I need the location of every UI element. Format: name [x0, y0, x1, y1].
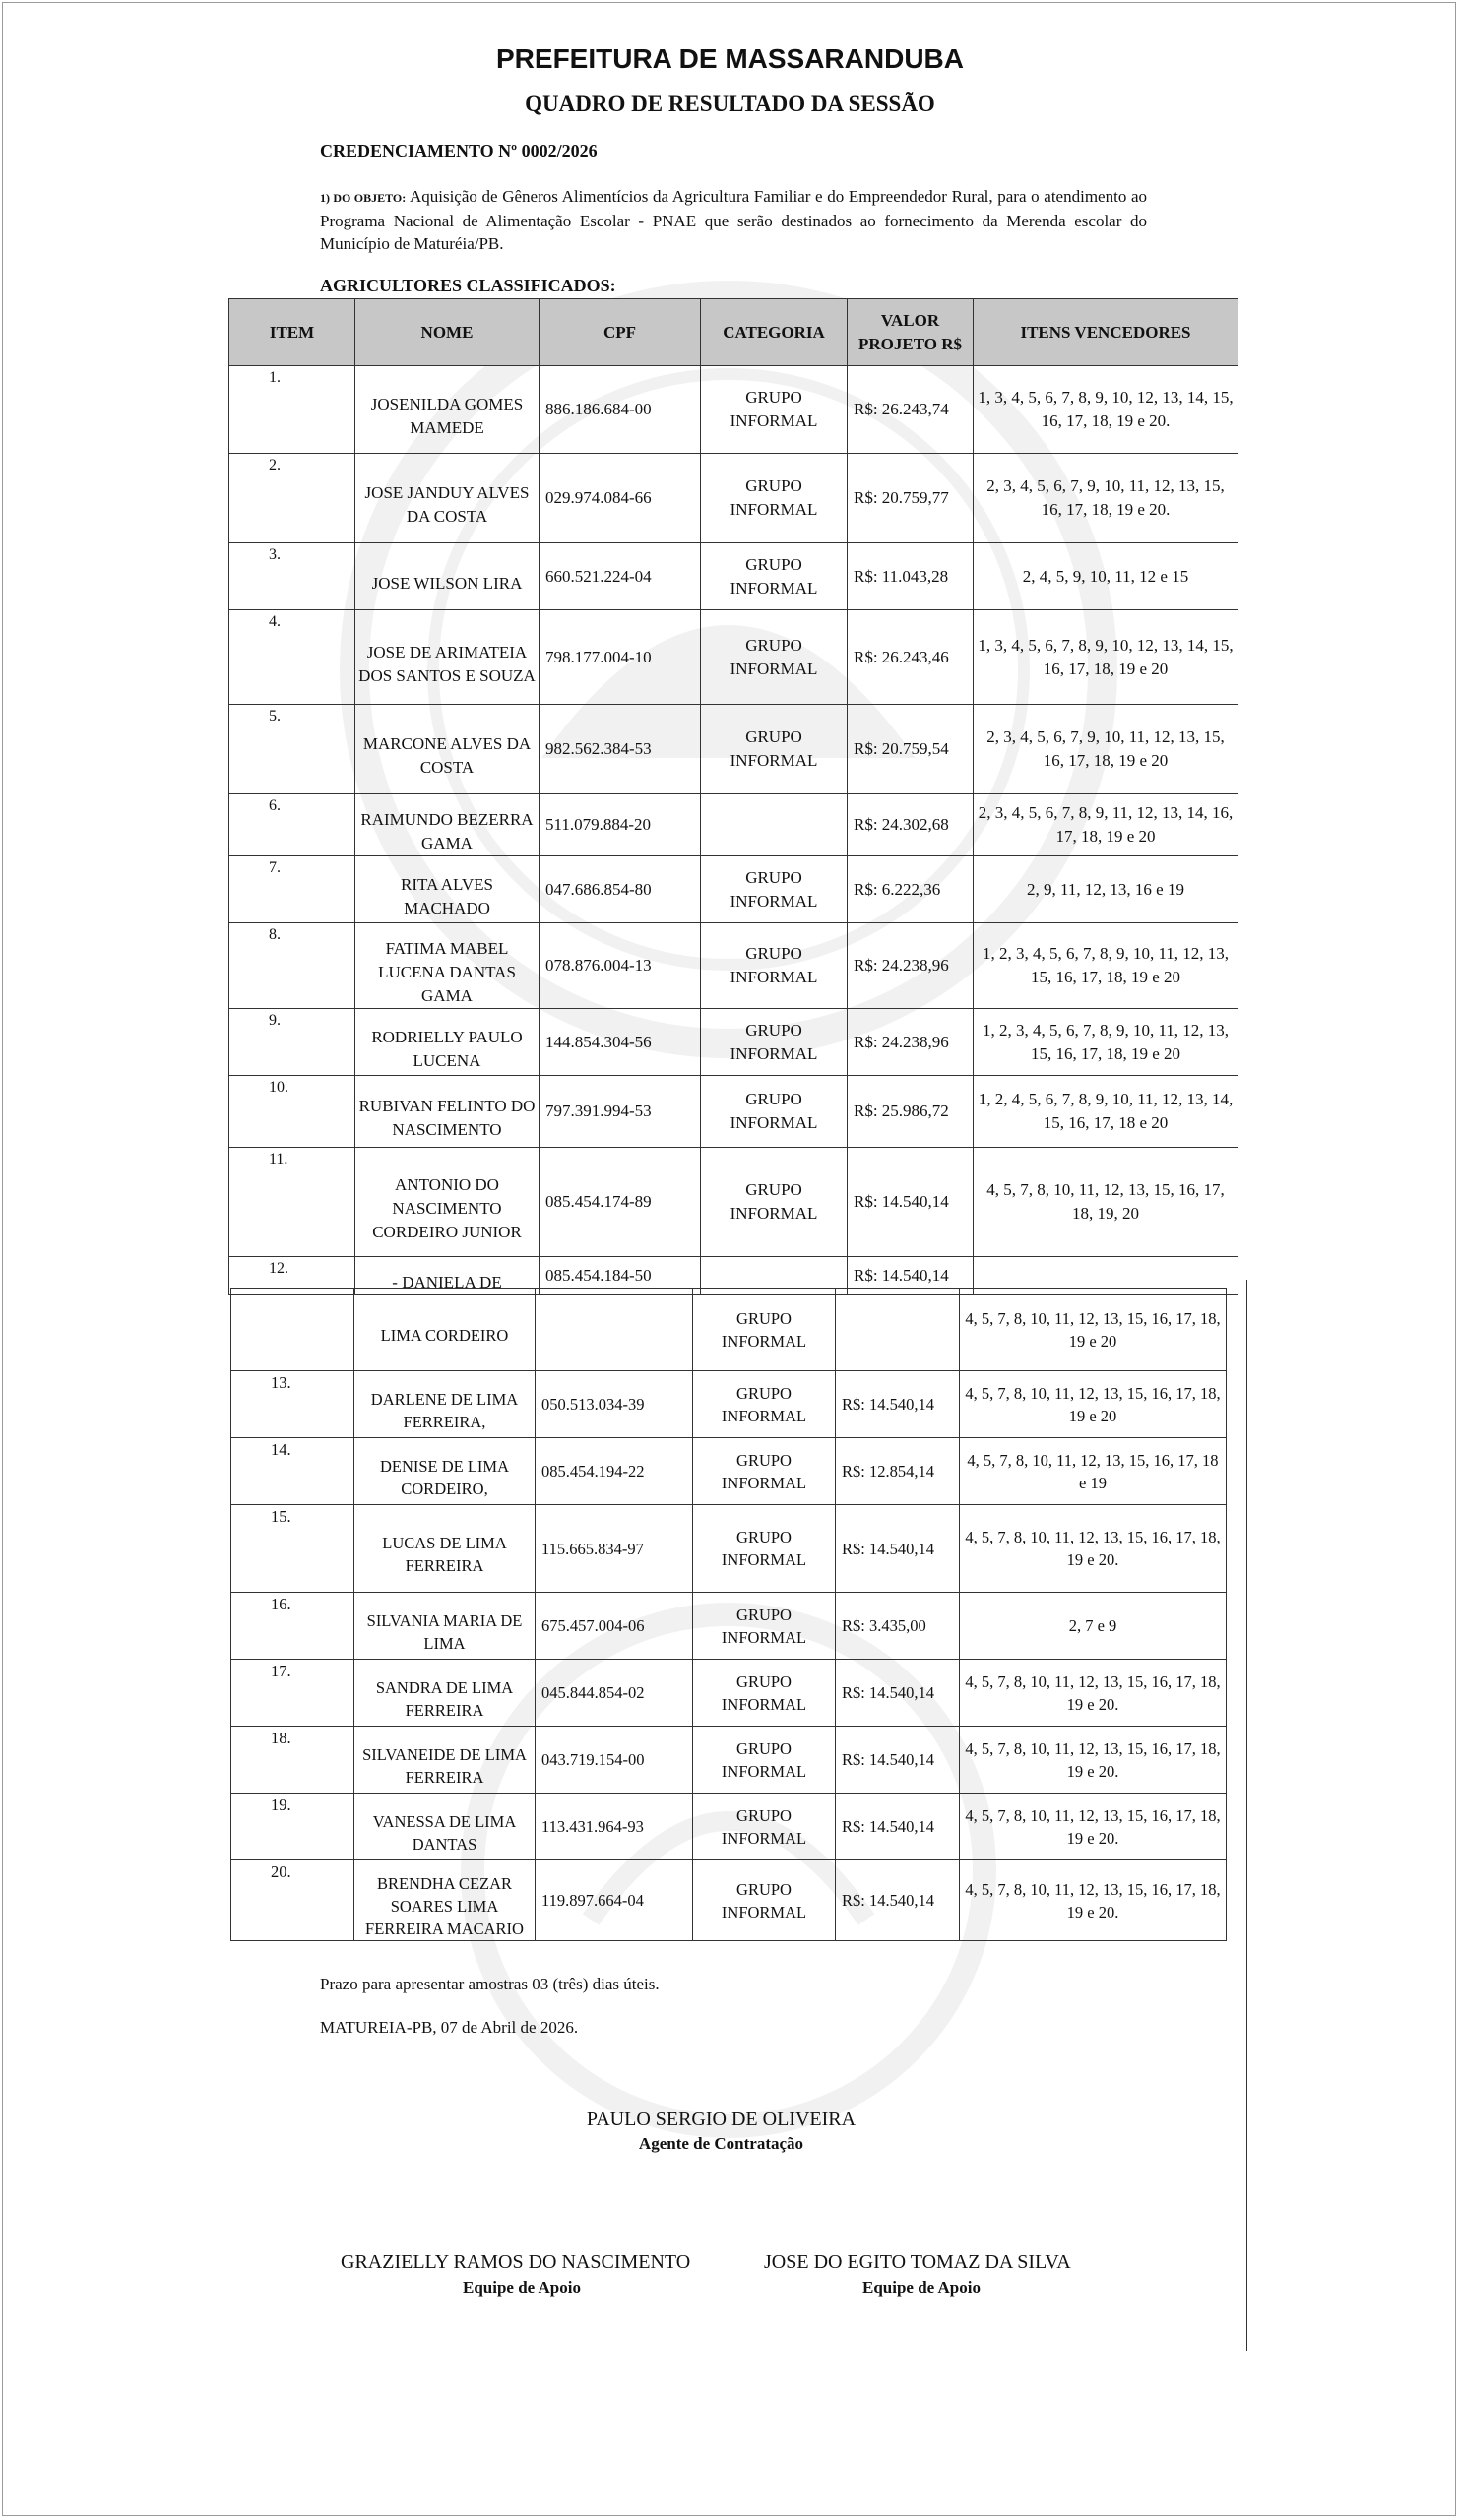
signature-name: GRAZIELLY RAMOS DO NASCIMENTO: [341, 2251, 691, 2273]
cell-nome: JOSE JANDUY ALVES DA COSTA: [355, 454, 540, 543]
cell-valor: R$: 25.986,72: [848, 1076, 974, 1148]
cell-cpf: 119.897.664-04: [536, 1860, 693, 1941]
results-table-continued: [230, 1288, 1227, 1941]
cell-item: 6.: [229, 794, 355, 856]
cell-nome: SANDRA DE LIMA FERREIRA: [354, 1660, 536, 1727]
cell-valor: R$: 14.540,14: [836, 1660, 960, 1727]
cell-nome: DARLENE DE LIMA FERREIRA,: [354, 1371, 536, 1438]
cell-categoria: GRUPO INFORMAL: [693, 1438, 836, 1505]
cell-cpf: 886.186.684-00: [540, 366, 701, 454]
cell-itens: 1, 3, 4, 5, 6, 7, 8, 9, 10, 12, 13, 14, 15, 16, 17, 18, 19 e 20.: [974, 366, 1238, 454]
table-row: [231, 1794, 1227, 1860]
table-row: [229, 454, 1238, 543]
prazo-text: Prazo para apresentar amostras 03 (três) dias úteis.: [320, 1975, 660, 1993]
cell-item: 1.: [229, 366, 355, 454]
table-row: [229, 794, 1238, 856]
cell-itens: 4, 5, 7, 8, 10, 11, 12, 13, 15, 16, 17, 18, 19 e 20.: [960, 1505, 1227, 1593]
cell-categoria: GRUPO INFORMAL: [701, 610, 848, 705]
cell-item: 3.: [229, 543, 355, 610]
cell-nome: RODRIELLY PAULO LUCENA: [355, 1009, 540, 1076]
cell-itens: 2, 3, 4, 5, 6, 7, 9, 10, 11, 12, 13, 15, 16, 17, 18, 19 e 20: [974, 705, 1238, 794]
cell-nome: MARCONE ALVES DA COSTA: [355, 705, 540, 794]
cell-itens: 2, 3, 4, 5, 6, 7, 8, 9, 11, 12, 13, 14, 16, 17, 18, 19 e 20: [974, 794, 1238, 856]
cell-categoria: GRUPO INFORMAL: [701, 705, 848, 794]
cell-cpf: 085.454.174-89: [540, 1148, 701, 1257]
table-row: [231, 1371, 1227, 1438]
cell-categoria: GRUPO INFORMAL: [693, 1593, 836, 1660]
cell-cpf: 047.686.854-80: [540, 856, 701, 923]
cell-valor: R$: 14.540,14: [836, 1860, 960, 1941]
header-cpf: CPF: [540, 299, 701, 366]
cell-categoria: GRUPO INFORMAL: [693, 1860, 836, 1941]
table-row: [231, 1289, 1227, 1371]
table-row: [231, 1438, 1227, 1505]
cell-nome: JOSENILDA GOMES MAMEDE: [355, 366, 540, 454]
cell-cpf: 029.974.084-66: [540, 454, 701, 543]
table-row: [229, 1148, 1238, 1257]
table-row: [229, 1009, 1238, 1076]
cell-itens: 1, 2, 3, 4, 5, 6, 7, 8, 9, 10, 11, 12, 13, 15, 16, 17, 18, 19 e 20: [974, 1009, 1238, 1076]
cell-valor: R$: 6.222,36: [848, 856, 974, 923]
cell-item: [231, 1289, 354, 1371]
cell-item: 9.: [229, 1009, 355, 1076]
cell-itens: 4, 5, 7, 8, 10, 11, 12, 13, 15, 16, 17, 18, 19 e 20.: [960, 1860, 1227, 1941]
cell-valor: R$: 26.243,46: [848, 610, 974, 705]
cell-cpf: [536, 1289, 693, 1371]
cell-item: 16.: [231, 1593, 354, 1660]
cell-cpf: 113.431.964-93: [536, 1794, 693, 1860]
cell-categoria: GRUPO INFORMAL: [701, 543, 848, 610]
cell-item: 17.: [231, 1660, 354, 1727]
signature-role: Equipe de Apoio: [463, 2278, 581, 2297]
document-city-title: PREFEITURA DE MASSARANDUBA: [496, 43, 964, 74]
cell-valor: R$: 3.435,00: [836, 1593, 960, 1660]
cell-itens: 1, 2, 3, 4, 5, 6, 7, 8, 9, 10, 11, 12, 13, 15, 16, 17, 18, 19 e 20: [974, 923, 1238, 1009]
credenciamento-number: CREDENCIAMENTO Nº 0002/2026: [320, 141, 598, 160]
cell-nome: VANESSA DE LIMA DANTAS: [354, 1794, 536, 1860]
cell-itens: 4, 5, 7, 8, 10, 11, 12, 13, 15, 16, 17, 18, 19 e 20.: [960, 1660, 1227, 1727]
cell-nome: RAIMUNDO BEZERRA GAMA: [355, 794, 540, 856]
cell-item: 15.: [231, 1505, 354, 1593]
signature-name: JOSE DO EGITO TOMAZ DA SILVA: [764, 2251, 1071, 2273]
cell-valor: R$: 20.759,77: [848, 454, 974, 543]
cell-categoria: GRUPO INFORMAL: [701, 923, 848, 1009]
cell-item: 13.: [231, 1371, 354, 1438]
cell-item: 19.: [231, 1794, 354, 1860]
table-row: [229, 543, 1238, 610]
header-item: ITEM: [229, 299, 355, 366]
table-row: [229, 923, 1238, 1009]
cell-itens: 2, 4, 5, 9, 10, 11, 12 e 15: [974, 543, 1238, 610]
table-row: [231, 1860, 1227, 1941]
table-row: [229, 1076, 1238, 1148]
cell-nome: SILVANEIDE DE LIMA FERREIRA: [354, 1727, 536, 1794]
cell-valor: R$: 14.540,14: [836, 1727, 960, 1794]
cell-item: 20.: [231, 1860, 354, 1941]
cell-item: 4.: [229, 610, 355, 705]
cell-cpf: 085.454.184-50: [540, 1257, 701, 1295]
cell-itens: 1, 2, 4, 5, 6, 7, 8, 9, 10, 11, 12, 13, 14, 15, 16, 17, 18 e 20: [974, 1076, 1238, 1148]
cell-cpf: 050.513.034-39: [536, 1371, 693, 1438]
cell-item: 5.: [229, 705, 355, 794]
cell-itens: 2, 7 e 9: [960, 1593, 1227, 1660]
signature-name: PAULO SERGIO DE OLIVEIRA: [586, 2109, 857, 2130]
table-row: [231, 1593, 1227, 1660]
cell-valor: R$: 24.238,96: [848, 923, 974, 1009]
table-row: [229, 705, 1238, 794]
table-header-row: [229, 299, 1238, 366]
classificados-heading: AGRICULTORES CLASSIFICADOS:: [320, 276, 616, 295]
cell-valor: [836, 1289, 960, 1371]
cell-nome: JOSE WILSON LIRA: [355, 543, 540, 610]
cell-categoria: GRUPO INFORMAL: [701, 1009, 848, 1076]
table-row: [229, 856, 1238, 923]
cell-categoria: GRUPO INFORMAL: [701, 1076, 848, 1148]
cell-nome: RUBIVAN FELINTO DO NASCIMENTO: [355, 1076, 540, 1148]
cell-nome: SILVANIA MARIA DE LIMA: [354, 1593, 536, 1660]
cell-categoria: GRUPO INFORMAL: [701, 1148, 848, 1257]
objeto-label: 1) DO OBJETO:: [320, 191, 407, 205]
document-subtitle: QUADRO DE RESULTADO DA SESSÃO: [525, 92, 935, 116]
cell-nome: JOSE DE ARIMATEIA DOS SANTOS E SOUZA: [355, 610, 540, 705]
cell-itens: 4, 5, 7, 8, 10, 11, 12, 13, 15, 16, 17, 18, 19, 20: [974, 1148, 1238, 1257]
cell-cpf: 982.562.384-53: [540, 705, 701, 794]
cell-categoria: GRUPO INFORMAL: [693, 1289, 836, 1371]
cell-valor: R$: 14.540,14: [848, 1148, 974, 1257]
cell-nome: BRENDHA CEZAR SOARES LIMA FERREIRA MACARIO: [354, 1860, 536, 1941]
cell-item: 18.: [231, 1727, 354, 1794]
cell-categoria: GRUPO INFORMAL: [693, 1505, 836, 1593]
cell-nome: LUCAS DE LIMA FERREIRA: [354, 1505, 536, 1593]
cell-valor: R$: 12.854,14: [836, 1438, 960, 1505]
cell-cpf: 043.719.154-00: [536, 1727, 693, 1794]
cell-categoria: [701, 794, 848, 856]
cell-valor: R$: 14.540,14: [836, 1794, 960, 1860]
cell-valor: R$: 14.540,14: [836, 1505, 960, 1593]
local-data: MATUREIA-PB, 07 de Abril de 2026.: [320, 2018, 579, 2037]
cell-cpf: 078.876.004-13: [540, 923, 701, 1009]
cell-valor: R$: 11.043,28: [848, 543, 974, 610]
header-categoria: CATEGORIA: [701, 299, 848, 366]
table-row: [229, 610, 1238, 705]
cell-valor: R$: 14.540,14: [836, 1371, 960, 1438]
cell-cpf: 511.079.884-20: [540, 794, 701, 856]
cell-categoria: GRUPO INFORMAL: [693, 1371, 836, 1438]
cell-categoria: GRUPO INFORMAL: [693, 1727, 836, 1794]
cell-valor: R$: 24.302,68: [848, 794, 974, 856]
table-row: [231, 1505, 1227, 1593]
header-itens: ITENS VENCEDORES: [974, 299, 1238, 366]
cell-itens: 4, 5, 7, 8, 10, 11, 12, 13, 15, 16, 17, 18 e 19: [960, 1438, 1227, 1505]
cell-categoria: GRUPO INFORMAL: [701, 454, 848, 543]
cell-valor: R$: 24.238,96: [848, 1009, 974, 1076]
cell-categoria: GRUPO INFORMAL: [693, 1794, 836, 1860]
cell-valor: R$: 26.243,74: [848, 366, 974, 454]
cell-categoria: GRUPO INFORMAL: [701, 366, 848, 454]
table-row: [231, 1660, 1227, 1727]
header-valor: VALOR PROJETO R$: [848, 299, 974, 366]
cell-itens: 4, 5, 7, 8, 10, 11, 12, 13, 15, 16, 17, 18, 19 e 20: [960, 1371, 1227, 1438]
cell-nome: - DANIELA DE: [355, 1257, 540, 1295]
cell-cpf: 085.454.194-22: [536, 1438, 693, 1505]
objeto-paragraph: [320, 185, 1147, 255]
cell-categoria: GRUPO INFORMAL: [693, 1660, 836, 1727]
cell-nome: LIMA CORDEIRO: [354, 1289, 536, 1371]
cell-item: 12.: [229, 1257, 355, 1295]
cell-categoria: GRUPO INFORMAL: [701, 856, 848, 923]
cell-item: 11.: [229, 1148, 355, 1257]
cell-cpf: 115.665.834-97: [536, 1505, 693, 1593]
cell-itens: 4, 5, 7, 8, 10, 11, 12, 13, 15, 16, 17, 18, 19 e 20: [960, 1289, 1227, 1371]
scan-edge-line: [1246, 1280, 1247, 2351]
cell-item: 2.: [229, 454, 355, 543]
cell-itens: 1, 3, 4, 5, 6, 7, 8, 9, 10, 12, 13, 14, 15, 16, 17, 18, 19 e 20: [974, 610, 1238, 705]
cell-cpf: 045.844.854-02: [536, 1660, 693, 1727]
cell-cpf: 675.457.004-06: [536, 1593, 693, 1660]
cell-itens: 2, 9, 11, 12, 13, 16 e 19: [974, 856, 1238, 923]
signature-role: Agente de Contratação: [638, 2134, 804, 2153]
results-table: [228, 298, 1238, 1295]
table-row: [229, 366, 1238, 454]
cell-itens: 2, 3, 4, 5, 6, 7, 9, 10, 11, 12, 13, 15, 16, 17, 18, 19 e 20.: [974, 454, 1238, 543]
cell-nome: FATIMA MABEL LUCENA DANTAS GAMA: [355, 923, 540, 1009]
header-nome: NOME: [355, 299, 540, 366]
cell-item: 14.: [231, 1438, 354, 1505]
cell-cpf: 797.391.994-53: [540, 1076, 701, 1148]
signature-role: Equipe de Apoio: [862, 2278, 981, 2297]
cell-valor: R$: 14.540,14: [848, 1257, 974, 1295]
table-row: [231, 1727, 1227, 1794]
cell-item: 8.: [229, 923, 355, 1009]
cell-cpf: 798.177.004-10: [540, 610, 701, 705]
cell-itens: 4, 5, 7, 8, 10, 11, 12, 13, 15, 16, 17, 18, 19 e 20.: [960, 1727, 1227, 1794]
cell-valor: R$: 20.759,54: [848, 705, 974, 794]
cell-item: 7.: [229, 856, 355, 923]
cell-nome: DENISE DE LIMA CORDEIRO,: [354, 1438, 536, 1505]
cell-cpf: 144.854.304-56: [540, 1009, 701, 1076]
cell-nome: RITA ALVES MACHADO: [355, 856, 540, 923]
cell-itens: 4, 5, 7, 8, 10, 11, 12, 13, 15, 16, 17, 18, 19 e 20.: [960, 1794, 1227, 1860]
cell-cpf: 660.521.224-04: [540, 543, 701, 610]
objeto-text: Aquisição de Gêneros Alimentícios da Agricultura Familiar e do Empreendedor Rural, para o atendimento ao Programa Nacional de Alimentação Escolar - PNAE que serão destinados ao fornecimento da Merenda escolar do Município de Maturéia/PB.: [320, 187, 1148, 253]
cell-item: 10.: [229, 1076, 355, 1148]
cell-nome: ANTONIO DO NASCIMENTO CORDEIRO JUNIOR: [355, 1148, 540, 1257]
